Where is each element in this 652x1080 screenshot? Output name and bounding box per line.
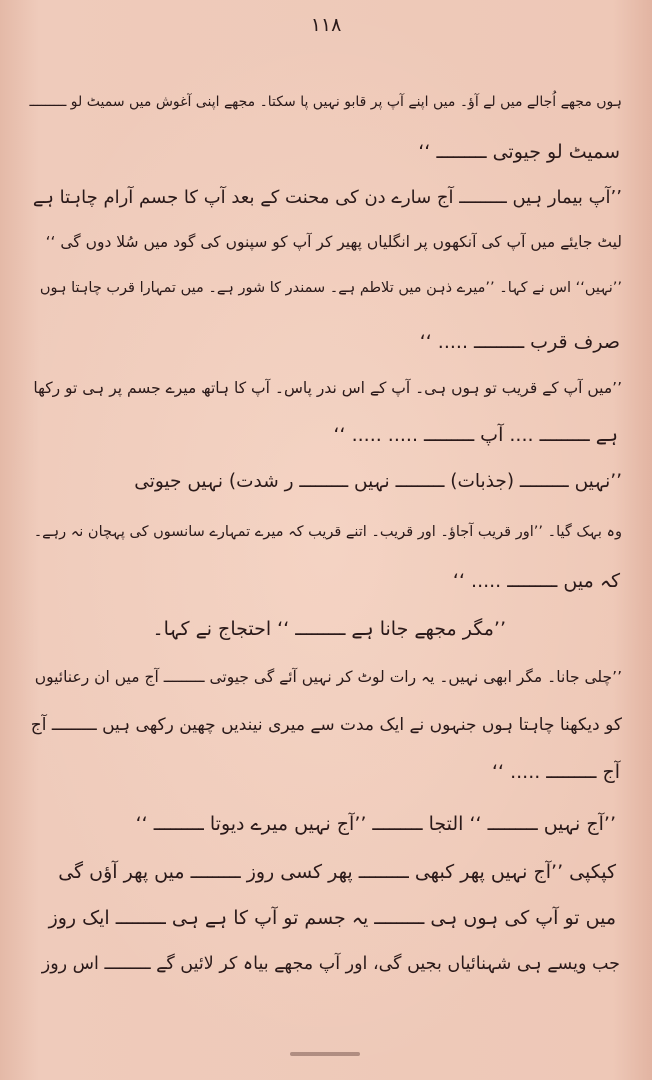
text-line-6: صرف قرب ـــــــــ ..... ‘‘ — [419, 331, 620, 353]
text-line-14: کو دیکھنا چاہتا ہوں جنہوں نے ایک مدت سے میری نیندیں چھین رکھی ہیں ـــــــــ آج — [30, 715, 622, 735]
text-line-16: ’’آج نہیں ـــــــــ ‘‘ التجا ـــــــــ ’’آج نہیں میرے دیوتا ـــــــــ ‘‘ — [135, 813, 616, 835]
text-line-17: کپکپی ’’آج نہیں پھر کبھی ـــــــــ پھر کسی روز ـــــــــ میں پھر آؤں گی — [58, 861, 616, 883]
page-number: ۱۱۸ — [310, 14, 342, 36]
text-line-8: ہے ـــــــــ .... آپ ـــــــــ ..... ..... ‘‘ — [333, 424, 618, 446]
text-line-2: سمیٹ لو جیوتی ـــــــــ ‘‘ — [418, 141, 620, 163]
text-line-3: ’’آپ بیمار ہیں ـــــــــ آج سارے دن کی محنت کے بعد آپ کا جسم آرام چاہتا ہے — [32, 187, 622, 208]
text-line-1: ہوں مجھے اُجالے میں لے آؤ۔ میں اپنے آپ پر قابو نہیں پا سکتا۔ مجھے اپنی آغوش میں سمیٹ لو ـــــــــ — [29, 94, 622, 110]
text-line-12: ’’مگر مجھے جانا ہے ـــــــــ ‘‘ احتجاج نے کہا۔ — [152, 618, 506, 640]
text-line-9: ’’نہیں ـــــــــ (جذبات) ـــــــــ نہیں ـــــــــ ر شدت) نہیں جیوتی — [134, 471, 622, 492]
text-line-10: وہ بہک گیا۔ ’’اور قریب آجاؤ۔ اور قریب۔ اتنے قریب کہ میرے تمہارے سانسوں کی پہچان نہ رہے۔ — [33, 524, 622, 540]
text-line-7: ’’میں آپ کے قریب تو ہوں ہی۔ آپ کے اس ندر پاس۔ آپ کا ہاتھ میرے جسم پر ہی تو رکھا — [33, 379, 622, 397]
text-line-15: آج ـــــــــ ..... ‘‘ — [491, 761, 620, 783]
text-line-19: جب ویسے ہی شہنائیاں بجیں گی، اور آپ مجھے بیاہ کر لائیں گے ـــــــــ اس روز — [41, 954, 620, 974]
text-line-11: کہ میں ـــــــــ ..... ‘‘ — [452, 570, 620, 592]
text-line-13: ’’چلی جانا۔ مگر ابھی نہیں۔ یہ رات لوٹ کر نہیں آئے گی جیوتی ـــــــــ آج میں ان رعنائیوں — [34, 668, 622, 686]
print-smudge — [290, 1052, 360, 1056]
text-line-4: لیٹ جایئے میں آپ کی آنکھوں پر انگلیاں پھیر کر آپ کو سپنوں کی گود میں سُلا دوں گی ‘‘ — [45, 233, 622, 251]
text-line-5: ’’نہیں‘‘ اس نے کہا۔ ’’میرے ذہن میں تلاطم ہے۔ سمندر کا شور ہے۔ میں تمہارا قرب چاہتا ہوں — [39, 280, 622, 296]
text-line-18: میں تو آپ کی ہوں ہی ـــــــــ یہ جسم تو آپ کا ہے ہی ـــــــــ ایک روز — [48, 907, 616, 929]
